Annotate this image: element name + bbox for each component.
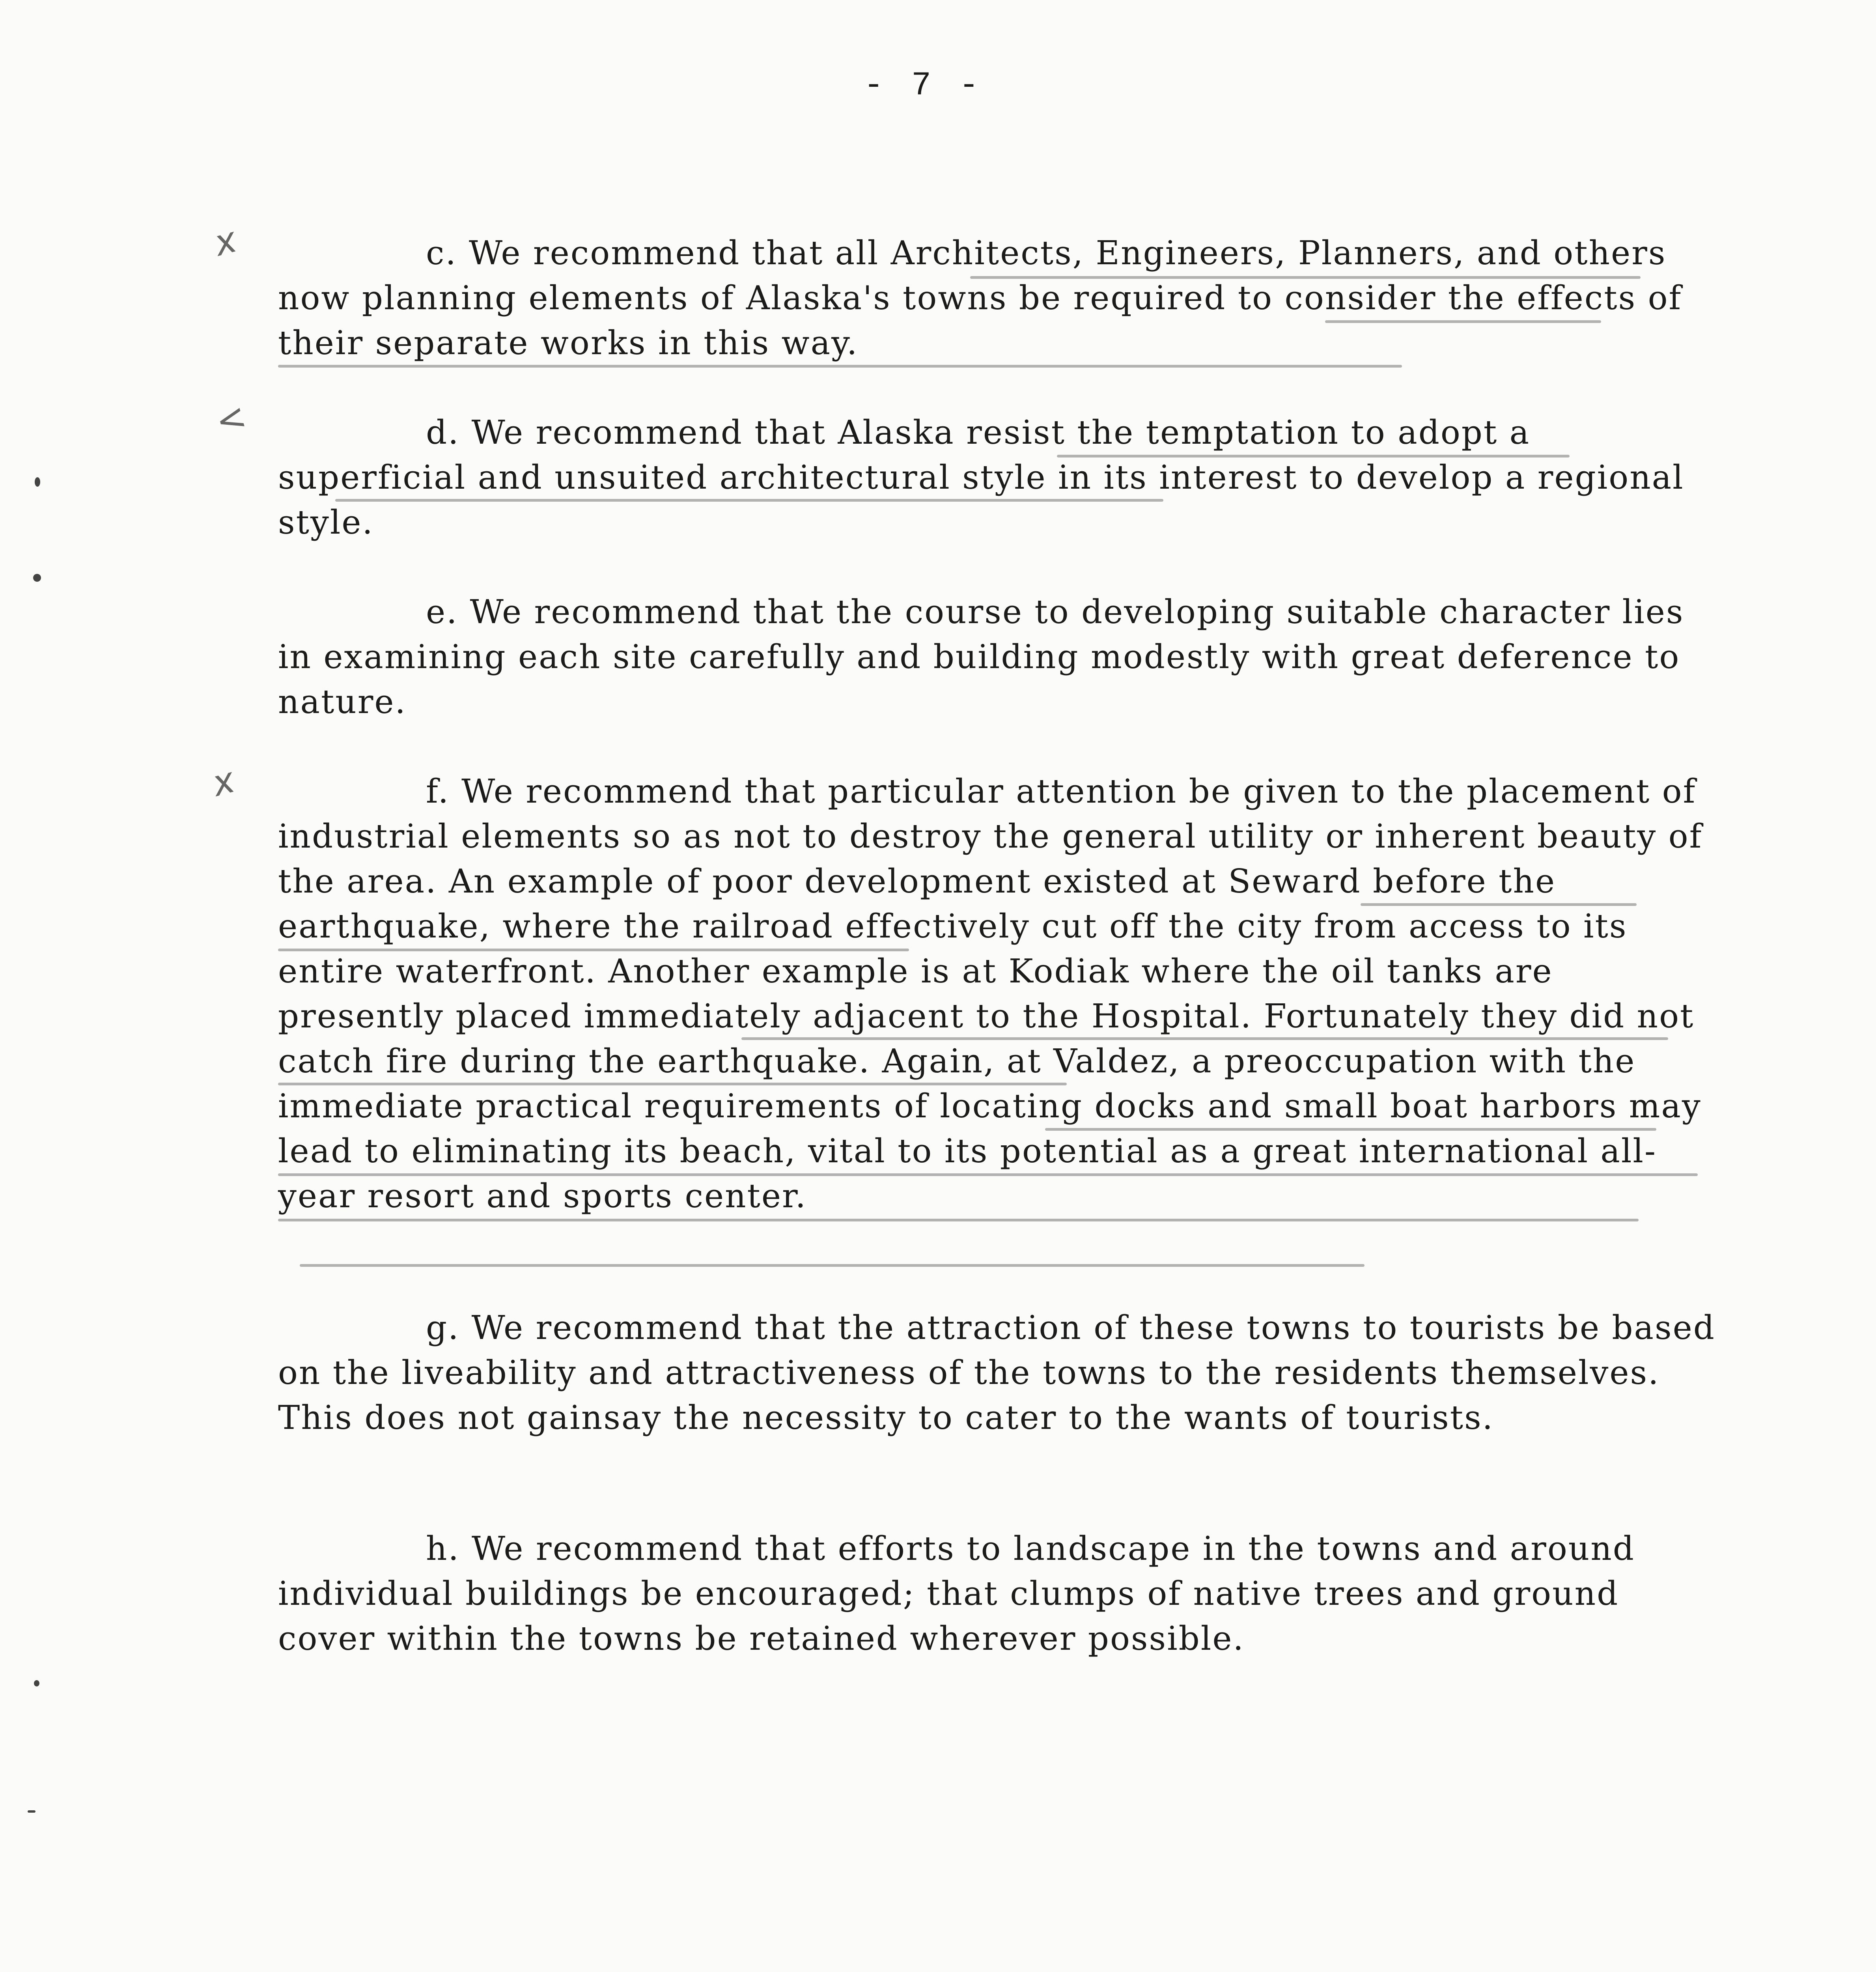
recommendation-d <box>278 410 1717 545</box>
pencil-check-mark-d: < <box>211 395 251 443</box>
recommendation-label: d. <box>426 413 460 452</box>
recommendation-e <box>278 590 1717 725</box>
recommendation-label: f. <box>426 772 450 810</box>
recommendation-text: We recommend that particular attention be given to the placement of industrial elements so as not to destroy the general utility or inherent beauty of the area. An example of poor development existed at Seward before the earthquake, where the railroad effectively cut off the city from access to its entire waterfront. Another example is at Kodiak where the oil tanks are presently placed immediately adjacent to the Hospital. Fortunately they did not catch fire during the earthquake. Again, at Valdez, a preoccupation with the immediate practical requirements of locating docks and small boat harbors may lead to eliminating its beach, vital to its potential as a great international all-year resort and sports center. <box>278 772 1703 1215</box>
recommendation-c <box>278 231 1717 366</box>
recommendation-label: c. <box>426 234 457 272</box>
recommendation-h <box>278 1526 1717 1661</box>
scan-speck <box>33 574 41 582</box>
recommendation-text: We recommend that the attraction of these towns to tourists be based on the liveability and attractiveness of the towns to the residents themselves. This does not gainsay the necessity to cater to the wants of tourists. <box>278 1309 1715 1437</box>
pencil-underline <box>278 949 909 951</box>
pencil-underline <box>1045 1128 1656 1131</box>
pencil-underline <box>278 1219 1639 1221</box>
pencil-underline <box>741 1037 1668 1040</box>
recommendation-label: g. <box>426 1309 460 1347</box>
pencil-underline <box>300 1264 1365 1267</box>
pencil-underline <box>970 276 1641 279</box>
page-number: - 7 - <box>864 67 983 105</box>
scan-speck <box>28 1810 35 1813</box>
pencil-check-mark-f: x <box>208 759 239 805</box>
recommendation-text: We recommend that efforts to landscape in the towns and around individual buildings be encouraged; that clumps of native trees and ground cover within the towns be retained wherever possible. <box>278 1529 1635 1658</box>
recommendation-text: We recommend that the course to developing suitable character lies in examining each site carefully and building modestly with great deference to nature. <box>278 593 1684 721</box>
pencil-check-mark-c: x <box>210 218 241 265</box>
pencil-underline <box>1057 455 1570 458</box>
pencil-underline <box>278 365 1402 368</box>
pencil-underline <box>1325 320 1601 323</box>
pencil-underline <box>1361 903 1637 906</box>
recommendation-f <box>278 769 1717 1219</box>
scan-speck <box>35 477 40 487</box>
pencil-underline <box>335 499 1163 502</box>
recommendation-label: e. <box>426 593 458 631</box>
scan-speck <box>34 1680 39 1686</box>
pencil-underline <box>278 1173 1698 1176</box>
recommendation-text: We recommend that Alaska resist the temptation to adopt a superficial and unsuited architectural style in its interest to develop a regional style. <box>278 413 1684 542</box>
recommendation-g <box>278 1305 1717 1440</box>
recommendation-text: We recommend that all Architects, Engineers, Planners, and others now planning elements of Alaska's towns be required to consider the effects of their separate works in this way. <box>278 234 1682 362</box>
recommendation-label: h. <box>426 1529 460 1568</box>
pencil-underline <box>278 1083 1067 1085</box>
